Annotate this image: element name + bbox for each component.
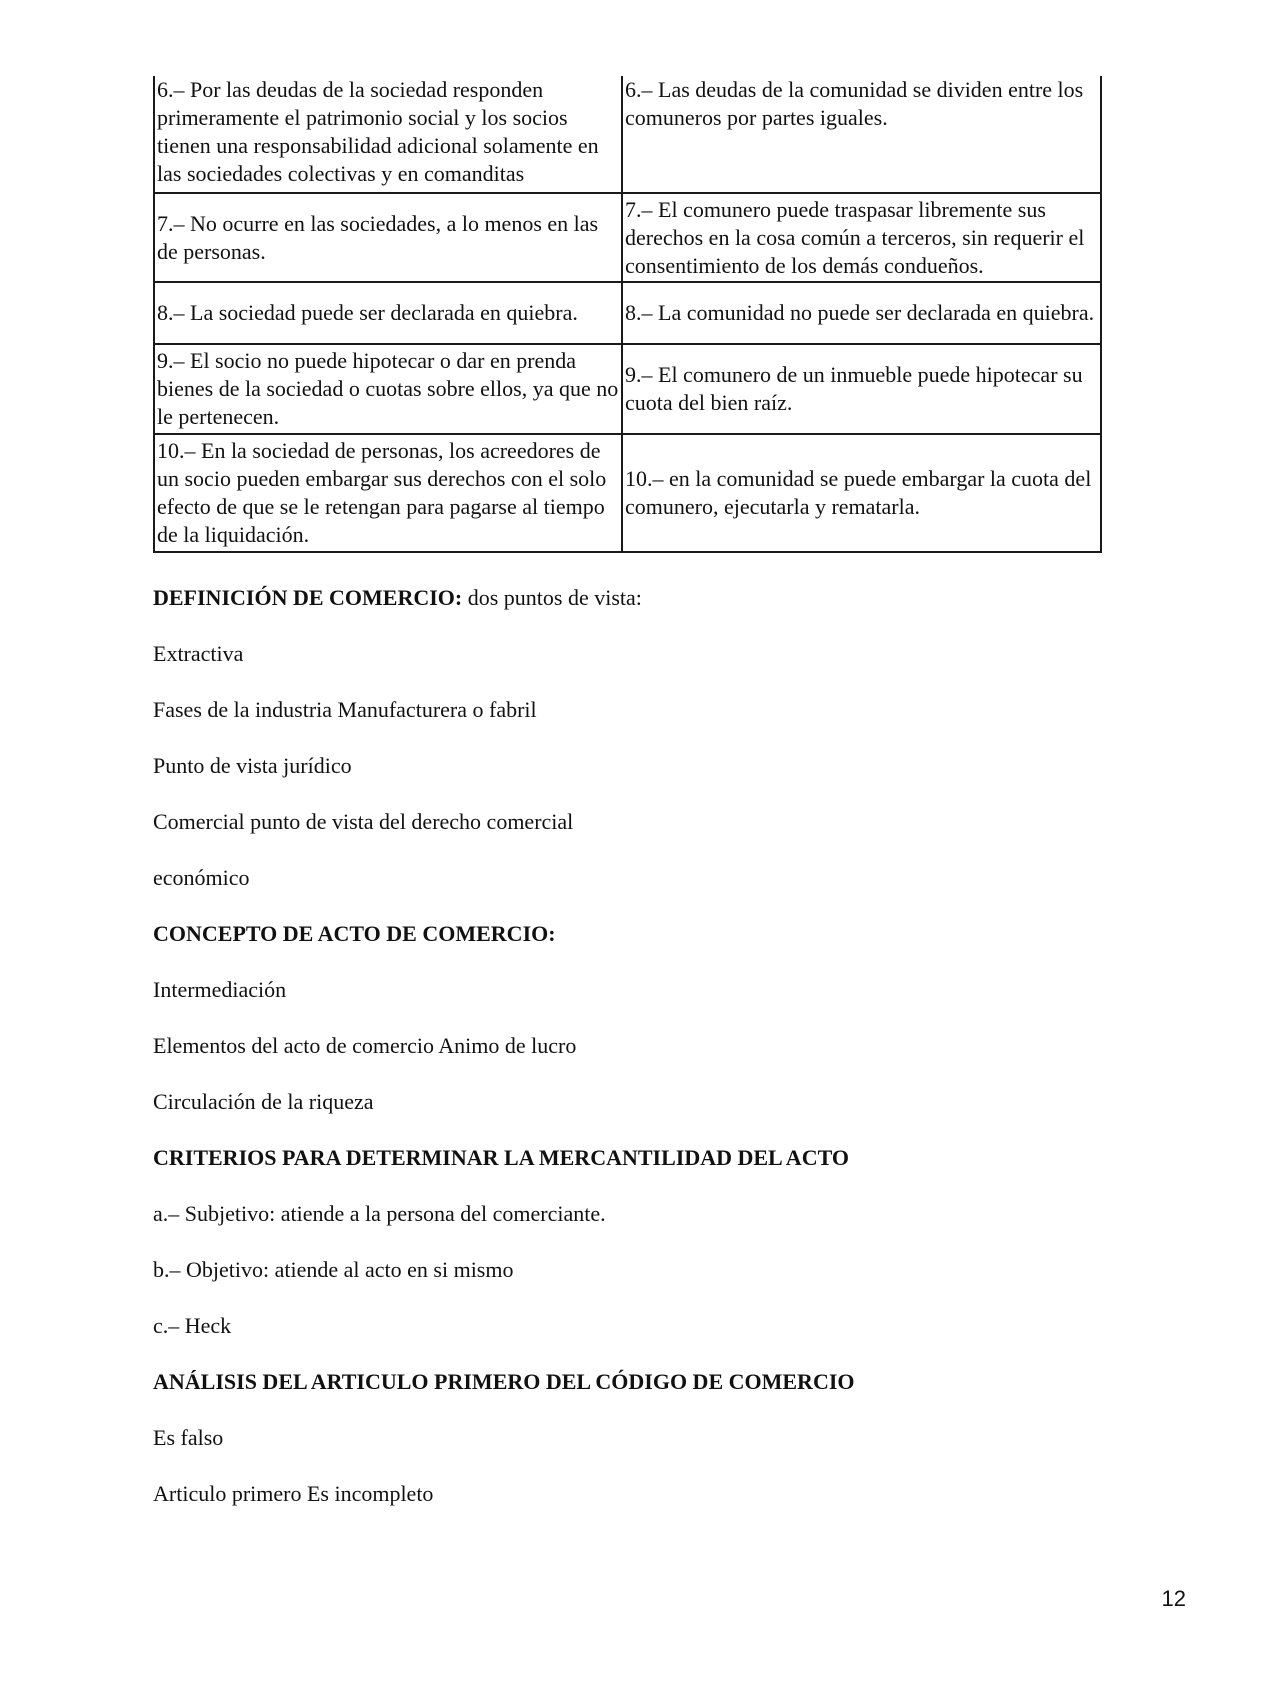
concepto-item: Intermediación bbox=[153, 977, 287, 1002]
criterios-item: a.– Subjetivo: atiende a la persona del comerciante. bbox=[153, 1201, 606, 1226]
definicion-item: Comercial punto de vista del derecho comercial bbox=[153, 809, 574, 834]
table-cell-sociedad: 6.– Por las deudas de la sociedad responden primeramente el patrimonio social y los socios tienen una responsabilidad adicional solamente en las sociedades colectivas y en comanditas bbox=[154, 76, 622, 193]
table-cell-comunidad: 7.– El comunero puede traspasar libremente sus derechos en la cosa común a terceros, sin requerir el consentimiento de los demás condueños. bbox=[622, 193, 1101, 282]
definicion-item: Fases de la industria Manufacturera o fabril bbox=[153, 697, 537, 722]
table-cell-sociedad: 7.– No ocurre en las sociedades, a lo menos en las de personas. bbox=[154, 193, 622, 282]
table-cell-comunidad: 10.– en la comunidad se puede embargar la cuota del comunero, ejecutarla y rematarla. bbox=[622, 434, 1101, 552]
analisis-heading-line bbox=[153, 1368, 1113, 1396]
table-cell-comunidad: 9.– El comunero de un inmueble puede hipotecar su cuota del bien raíz. bbox=[622, 344, 1101, 434]
table-row bbox=[154, 76, 1101, 193]
table-cell-sociedad: 10.– En la sociedad de personas, los acreedores de un socio pueden embargar sus derechos con el solo efecto de que se le retengan para pagarse al tiempo de la liquidación. bbox=[154, 434, 622, 552]
definicion-item: económico bbox=[153, 865, 250, 890]
table-cell-sociedad: 8.– La sociedad puede ser declarada en quiebra. bbox=[154, 282, 622, 344]
criterios-heading: CRITERIOS PARA DETERMINAR LA MERCANTILIDAD DEL ACTO bbox=[153, 1145, 849, 1170]
table-cell-comunidad: 8.– La comunidad no puede ser declarada en quiebra. bbox=[622, 282, 1101, 344]
analisis-item: Articulo primero Es incompleto bbox=[153, 1481, 434, 1506]
concepto-heading: CONCEPTO DE ACTO DE COMERCIO: bbox=[153, 921, 556, 946]
definicion-item: Punto de vista jurídico bbox=[153, 753, 352, 778]
criterios-item: c.– Heck bbox=[153, 1313, 232, 1338]
analisis-heading: ANÁLISIS DEL ARTICULO PRIMERO DEL CÓDIGO DE COMERCIO bbox=[153, 1369, 855, 1394]
definicion-heading-rest: dos puntos de vista: bbox=[462, 585, 642, 610]
table-row bbox=[154, 282, 1101, 344]
table-cell-sociedad: 9.– El socio no puede hipotecar o dar en prenda bienes de la sociedad o cuotas sobre ellos, ya que no le pertenecen. bbox=[154, 344, 622, 434]
analisis-item: Es falso bbox=[153, 1425, 224, 1450]
concepto-heading-line bbox=[153, 920, 1113, 948]
definicion-item: Extractiva bbox=[153, 641, 244, 666]
body-text bbox=[153, 584, 1113, 1536]
table-cell-comunidad: 6.– Las deudas de la comunidad se dividen entre los comuneros por partes iguales. bbox=[622, 76, 1101, 193]
definicion-heading: DEFINICIÓN DE COMERCIO: bbox=[153, 585, 463, 610]
comparison-table bbox=[153, 76, 1102, 553]
definicion-heading-line bbox=[153, 584, 1113, 612]
concepto-item: Circulación de la riqueza bbox=[153, 1089, 374, 1114]
table-row bbox=[154, 193, 1101, 282]
table-row bbox=[154, 434, 1101, 552]
concepto-item: Elementos del acto de comercio Animo de lucro bbox=[153, 1033, 577, 1058]
page-number: 12 bbox=[1161, 1586, 1186, 1611]
criterios-heading-line bbox=[153, 1144, 1113, 1172]
table-row bbox=[154, 344, 1101, 434]
criterios-item: b.– Objetivo: atiende al acto en si mismo bbox=[153, 1257, 514, 1282]
